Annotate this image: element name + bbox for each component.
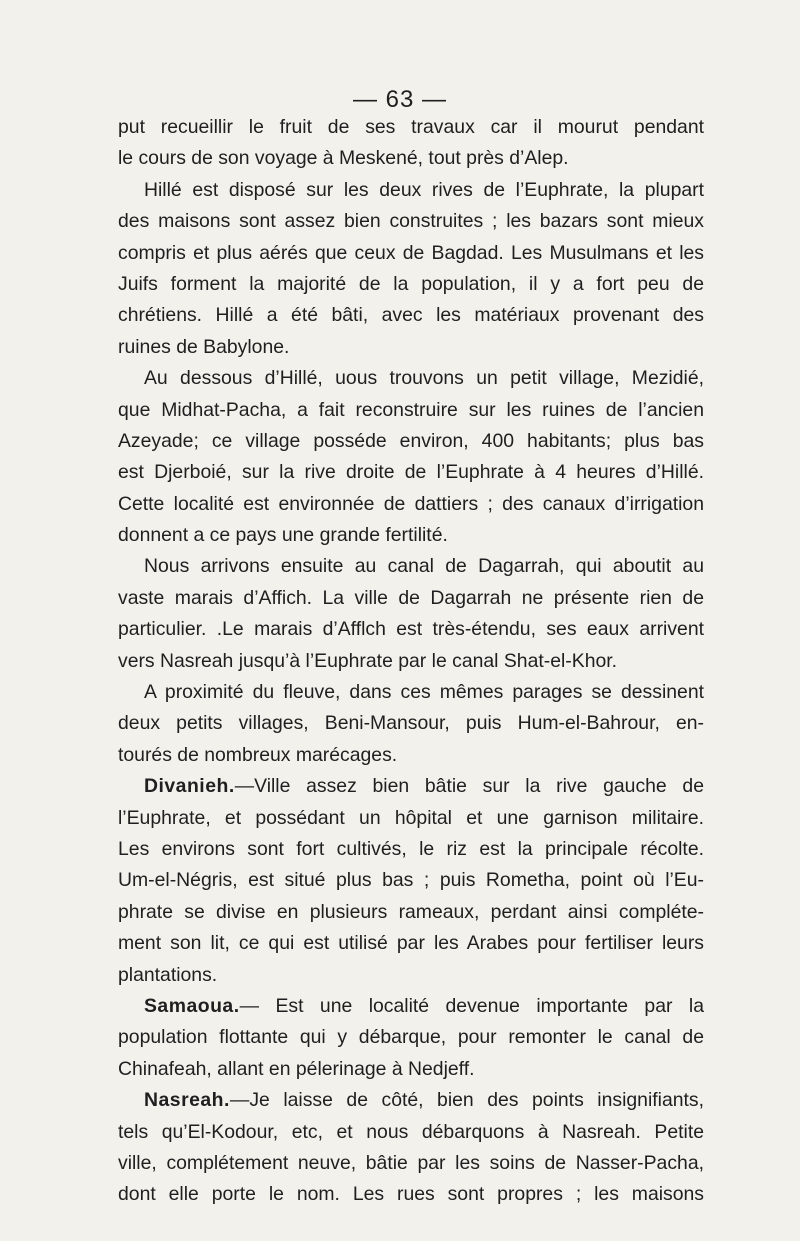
text-line <box>118 489 704 520</box>
line-text: donnent a ce pays une grande fertilité. <box>118 524 448 547</box>
line-text: A proximité du fleuve, dans ces mêmes parages se dessinent <box>144 681 704 704</box>
section-run-in-heading: Nasreah. <box>144 1089 230 1112</box>
line-text: tourés de nombreux marécages. <box>118 743 398 766</box>
text-line <box>118 457 704 488</box>
line-text: particulier. .Le marais d’Afflch est très-étendu, ses eaux arrivent <box>118 618 704 641</box>
line-text: ment son lit, ce qui est utilisé par les Arabes pour fertiliser leurs <box>118 932 704 955</box>
text-line <box>118 708 704 739</box>
text-line <box>118 426 704 457</box>
line-text: —Ville assez bien bâtie sur la rive gauche de <box>234 775 704 798</box>
line-text: Azeyade; ce village posséde environ, 400 habitants; plus bas <box>118 429 704 452</box>
line-text: Nous arrivons ensuite au canal de Dagarrah, qui aboutit au <box>144 555 704 578</box>
line-text: chrétiens. Hillé a été bâti, avec les matériaux provenant des <box>118 304 704 327</box>
text-line <box>118 897 704 928</box>
line-text: est Djerboié, sur la rive droite de l’Euphrate à 4 heures d’Hillé. <box>118 461 704 484</box>
line-text: l’Euphrate, et possédant un hôpital et une garnison militaire. <box>118 806 704 829</box>
text-line <box>118 112 704 143</box>
text-line <box>118 1148 704 1179</box>
text-line <box>118 1179 704 1210</box>
line-text: phrate se divise en plusieurs rameaux, perdant ainsi compléte- <box>118 900 704 923</box>
line-text: que Midhat-Pacha, a fait reconstruire sur les ruines de l’ancien <box>118 398 704 421</box>
text-line <box>118 1085 704 1116</box>
line-text: Au dessous d’Hillé, uous trouvons un petit village, Mezidié, <box>144 367 704 390</box>
text-line <box>118 646 704 677</box>
line-text: Cette localité est environnée de dattiers ; des canaux d’irrigation <box>118 492 704 515</box>
text-line <box>118 865 704 896</box>
text-line <box>118 1117 704 1148</box>
line-text: put recueillir le fruit de ses travaux car il mourut pendant <box>118 116 704 138</box>
text-line <box>118 332 704 363</box>
text-line <box>118 960 704 991</box>
line-text: Les environs sont fort cultivés, le riz est la principale récolte. <box>118 837 704 860</box>
body-text <box>118 112 704 1211</box>
text-line <box>118 363 704 394</box>
text-line <box>118 803 704 834</box>
line-text: Hillé est disposé sur les deux rives de l’Euphrate, la plupart <box>144 178 704 201</box>
text-line <box>118 740 704 771</box>
page-number: — 63 — <box>352 86 448 113</box>
line-text: — Est une localité devenue importante par la <box>239 994 704 1017</box>
text-line <box>118 551 704 582</box>
line-text: tels qu’El-Kodour, etc, et nous débarquons à Nasreah. Petite <box>118 1120 704 1143</box>
text-line <box>118 300 704 331</box>
section-run-in-heading: Divanieh. <box>144 775 235 798</box>
text-line <box>118 1022 704 1053</box>
line-text: vaste marais d’Affich. La ville de Dagarrah ne présente rien de <box>118 586 704 609</box>
text-line <box>118 238 704 269</box>
line-text: Chinafeah, allant en pélerinage à Nedjeff. <box>118 1057 475 1080</box>
text-line <box>118 206 704 237</box>
line-text: vers Nasreah jusqu’à l’Euphrate par le canal Shat-el-Khor. <box>118 649 618 672</box>
line-text: ruines de Babylone. <box>118 335 290 358</box>
line-text: plantations. <box>118 963 218 986</box>
text-line <box>118 677 704 708</box>
line-text: population flottante qui y débarque, pour remonter le canal de <box>118 1026 704 1049</box>
text-line <box>118 520 704 551</box>
text-line <box>118 991 704 1022</box>
line-text: —Je laisse de côté, bien des points insignifiants, <box>229 1089 704 1112</box>
text-line <box>118 175 704 206</box>
line-text: Um-el-Négris, est situé plus bas ; puis Rometha, point où l’Eu- <box>118 869 704 892</box>
text-line <box>118 834 704 865</box>
text-line <box>118 928 704 959</box>
text-line <box>118 1054 704 1085</box>
text-line <box>118 771 704 802</box>
line-text: Juifs forment la majorité de la population, il y a fort peu de <box>118 272 704 295</box>
line-text: dont elle porte le nom. Les rues sont propres ; les maisons <box>118 1183 704 1206</box>
line-text: le cours de son voyage à Meskené, tout près d’Alep. <box>118 147 569 170</box>
section-run-in-heading: Samaoua. <box>144 994 240 1017</box>
text-line <box>118 269 704 300</box>
text-line <box>118 395 704 426</box>
text-line <box>118 143 704 174</box>
line-text: deux petits villages, Beni-Mansour, puis Hum-el-Bahrour, en- <box>118 712 704 735</box>
line-text: compris et plus aérés que ceux de Bagdad. Les Musulmans et les <box>118 241 704 264</box>
text-line <box>118 614 704 645</box>
line-text: ville, complétement neuve, bâtie par les soins de Nasser-Pacha, <box>118 1151 704 1174</box>
text-line <box>118 583 704 614</box>
line-text: des maisons sont assez bien construites ; les bazars sont mieux <box>118 210 704 233</box>
